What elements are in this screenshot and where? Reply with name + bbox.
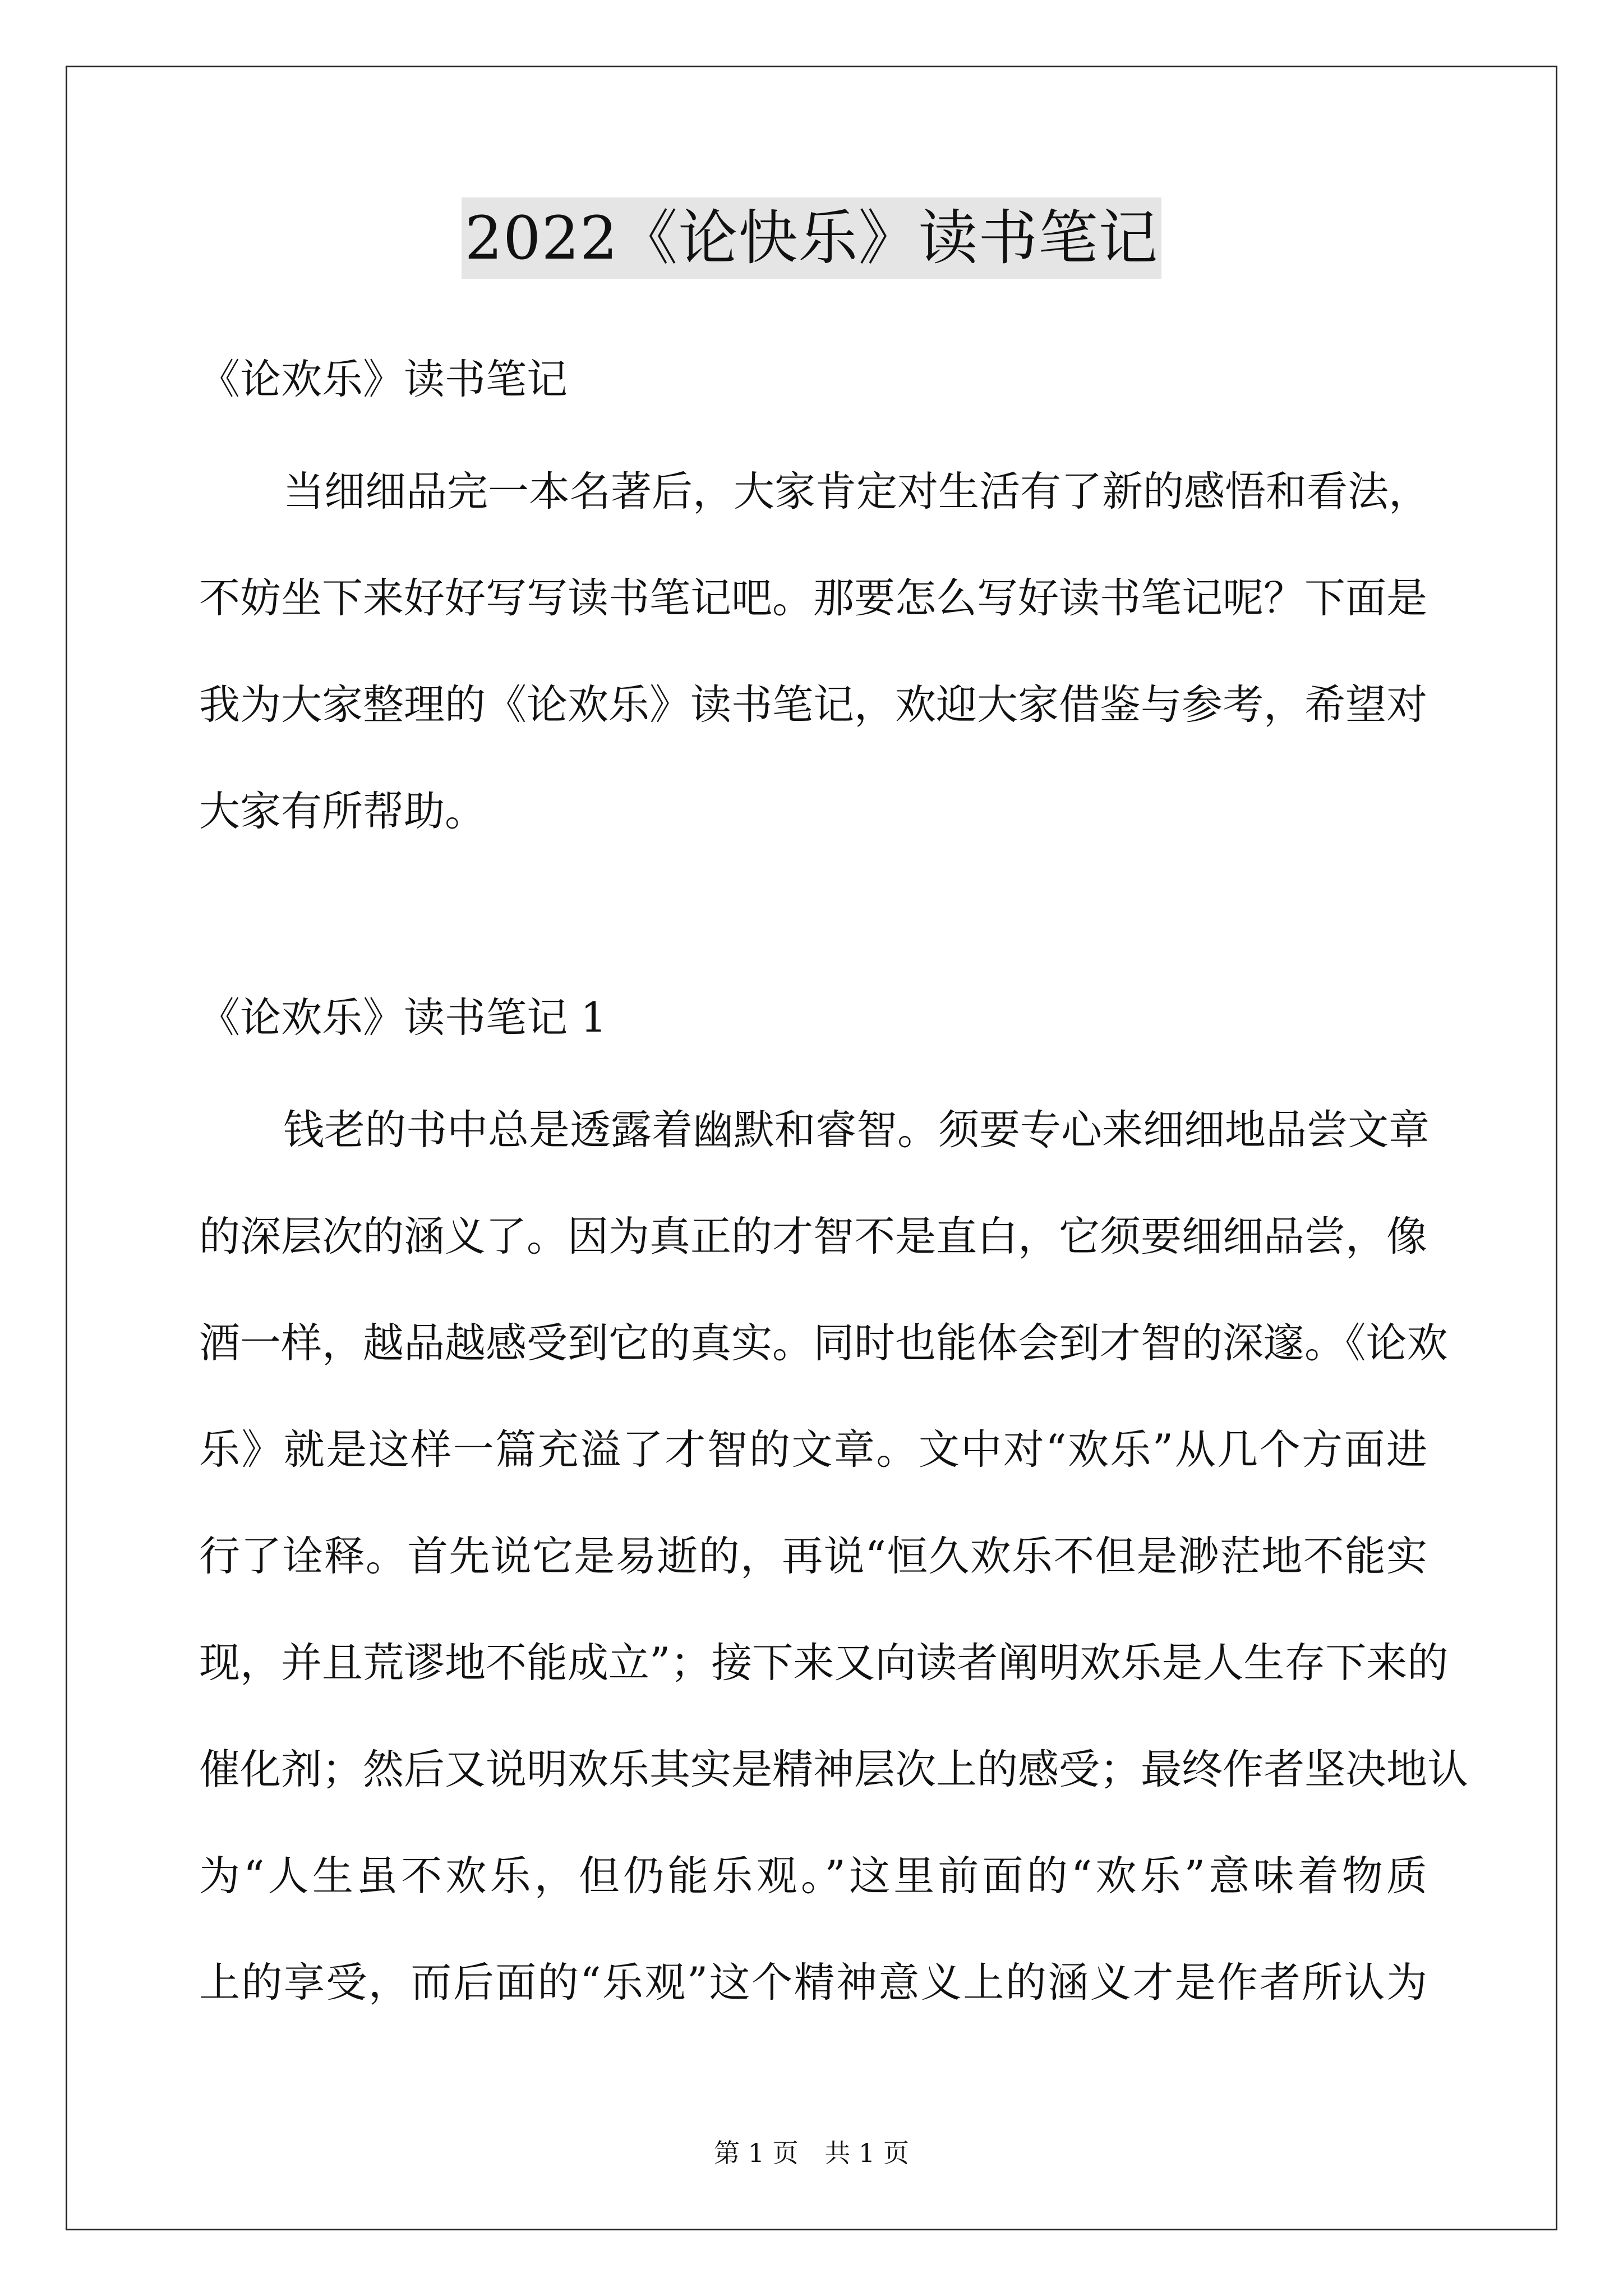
body-paragraph-line: 酒一样，越品越感受到它的真实。同时也能体会到才智的深邃。《论欢: [199, 1319, 1448, 1367]
page-total: 共 1 页: [824, 2138, 909, 2168]
body-paragraph-line: 上的享受，而后面的“乐观”这个精神意义上的涵义才是作者所认为: [199, 1959, 1427, 2007]
body-paragraph-line: 的深层次的涵义了。因为真正的才智不是直白，它须要细细品尝，像: [199, 1213, 1427, 1260]
body-paragraph-line: 为“人生虽不欢乐，但仍能乐观。”这里前面的“欢乐”意味着物质: [199, 1852, 1427, 1900]
body-paragraph-line: 催化剂；然后又说明欢乐其实是精神层次上的感受；最终作者坚决地认: [199, 1746, 1468, 1793]
section-heading: 《论欢乐》读书笔记: [199, 356, 568, 403]
intro-paragraph-line: 大家有所帮助。: [199, 788, 486, 835]
page-footer: [0, 2136, 1623, 2170]
intro-paragraph-line: 不妨坐下来好好写写读书笔记吧。那要怎么写好读书笔记呢？下面是: [199, 574, 1427, 622]
page-number: 第 1 页: [714, 2138, 799, 2168]
body-paragraph-line: 钱老的书中总是透露着幽默和睿智。须要专心来细细地品尝文章: [283, 1106, 1430, 1154]
title-container: [0, 197, 1623, 279]
body-paragraph-line: 乐》就是这样一篇充溢了才智的文章。文中对“欢乐”从几个方面进: [199, 1426, 1427, 1474]
intro-paragraph-line: 我为大家整理的《论欢乐》读书笔记，欢迎大家借鉴与参考，希望对: [199, 681, 1427, 729]
intro-paragraph-line: 当细细品完一本名著后，大家肯定对生活有了新的感悟和看法，: [283, 468, 1430, 516]
body-paragraph-line: 行了诠释。首先说它是易逝的，再说“恒久欢乐不但是渺茫地不能实: [199, 1533, 1427, 1580]
document-title: 2022《论快乐》读书笔记: [462, 197, 1162, 279]
body-paragraph-line: 现，并且荒谬地不能成立”；接下来又向读者阐明欢乐是人生存下来的: [199, 1639, 1449, 1687]
section-heading: 《论欢乐》读书笔记 1: [199, 994, 607, 1042]
